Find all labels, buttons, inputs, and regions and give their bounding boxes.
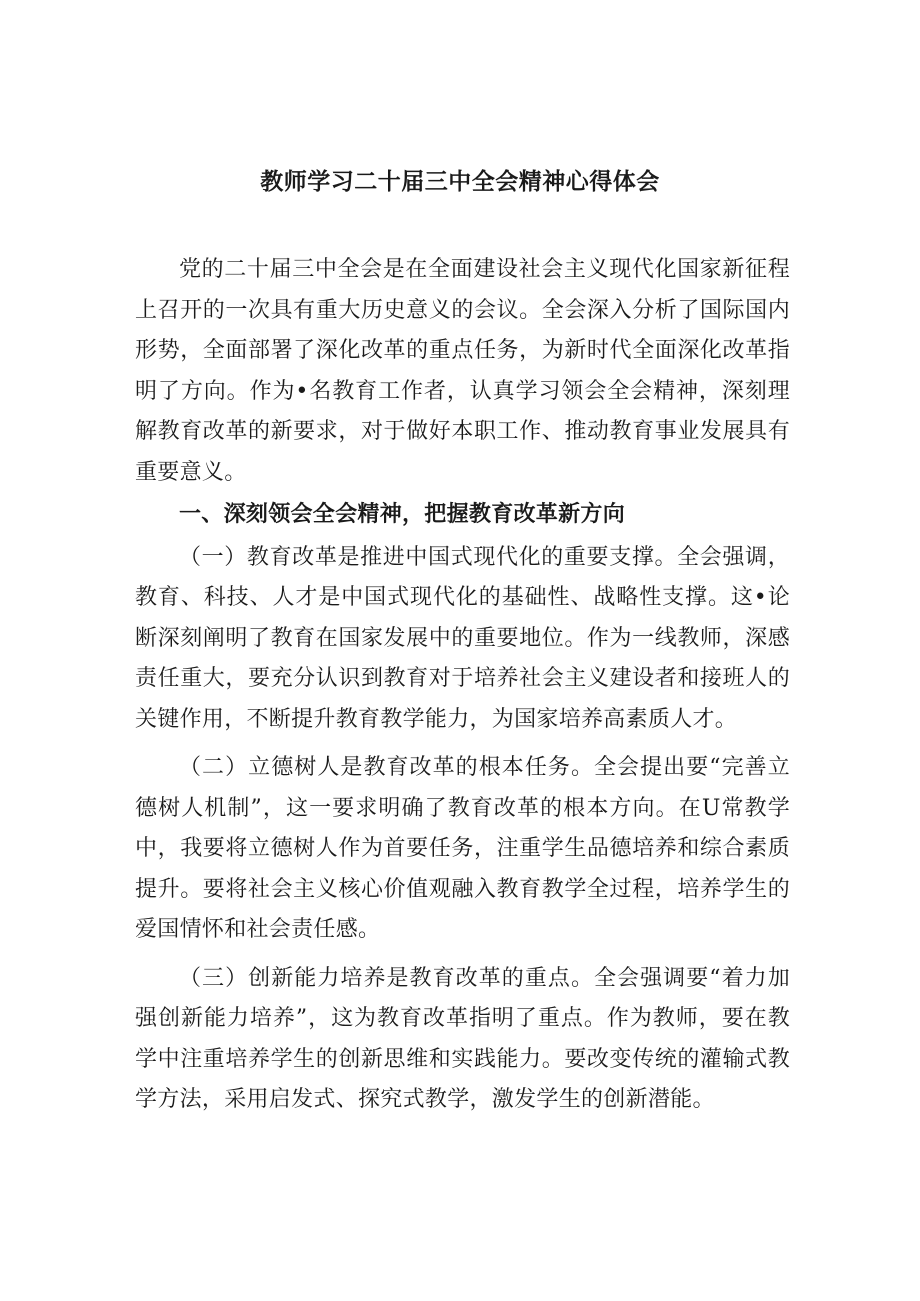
section-heading-1: 一、深刻领会全会精神，把握教育改革新方向 — [179, 502, 626, 527]
subsection-paragraph-3: （三）创新能力培养是教育改革的重点。全会强调要“着力加强创新能力培养”，这为教育改革指明了重点。作为教师，要在教学中注重培养学生的创新思维和实践能力。要改变传统的灌输式教学方法，采用启发式、探究式教学，激发学生的创新潜能。 — [135, 965, 790, 1112]
document-title: 教师学习二十届三中全会精神心得体会 — [260, 169, 660, 195]
subsection-paragraph-1: （一）教育改革是推进中国式现代化的重要支撑。全会强调，教育、科技、人才是中国式现代化的基础性、战略性支撑。这•论断深刻阐明了教育在国家发展中的重要地位。作为一线教师，深感责任重大，要充分认识到教育对于培养社会主义建设者和接班人的关键作用，不断提升教育教学能力，为国家培养高素质人才。 — [135, 544, 790, 732]
intro-paragraph: 党的二十届三中全会是在全面建设社会主义现代化国家新征程上召开的一次具有重大历史意义的会议。全会深入分析了国际国内形势，全面部署了深化改革的重点任务，为新时代全面深化改革指明了方向。作为•名教育工作者，认真学习领会全会精神，深刻理解教育改革的新要求，对于做好本职工作、推动教育事业发展具有重要意义。 — [135, 257, 790, 485]
subsection-paragraph-2: （二）立德树人是教育改革的根本任务。全会提出要“完善立德树人机制”，这一要求明确了教育改革的根本方向。在U常教学中，我要将立德树人作为首要任务，注重学生品德培养和综合素质提升。要将社会主义核心价值观融入教育教学全过程，培养学生的爱国情怀和社会责任感。 — [135, 755, 790, 942]
document-body — [135, 250, 790, 1121]
